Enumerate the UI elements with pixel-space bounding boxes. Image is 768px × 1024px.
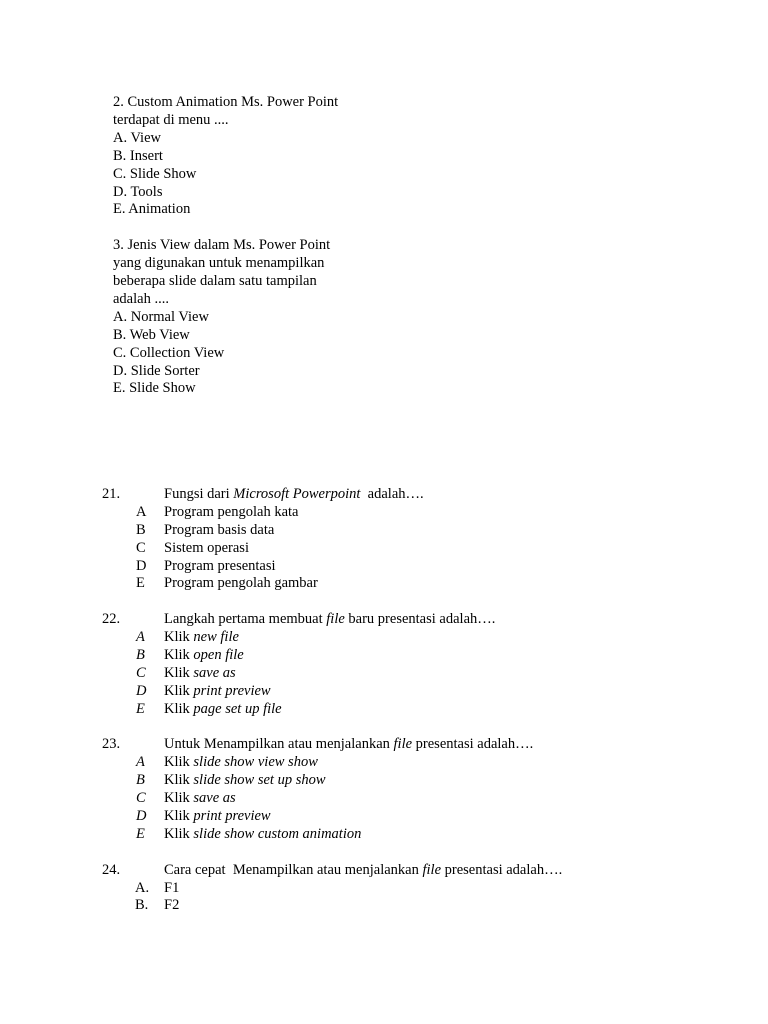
option-text [164, 701, 282, 719]
question-24 [0, 862, 768, 916]
option-text: Program pengolah gambar [164, 575, 318, 592]
option-row [0, 897, 768, 915]
option-text: Program presentasi [164, 557, 276, 574]
option-italic: new file [193, 629, 239, 646]
option-letter: A. [135, 879, 150, 896]
option-text [164, 683, 271, 701]
option-prefix: Klik [164, 772, 194, 789]
option-italic: open file [193, 647, 244, 664]
option-text [164, 629, 239, 647]
option-italic: save as [193, 790, 236, 807]
question-text-part: Langkah pertama membuat [164, 611, 327, 628]
question-2-option-a: A. View [113, 129, 161, 146]
option-row [0, 772, 768, 790]
option-row [0, 665, 768, 683]
question-3-option-c: C. Collection View [113, 344, 225, 361]
option-letter: C [136, 790, 146, 807]
option-letter: A [136, 754, 145, 771]
question-number: 24. [102, 861, 121, 878]
question-24-stem [0, 862, 768, 880]
option-text: Sistem operasi [164, 539, 249, 556]
lower-question-block [0, 486, 768, 915]
question-2-option-b: B. Insert [113, 147, 163, 164]
option-text: F1 [164, 879, 180, 896]
option-prefix: Klik [164, 790, 194, 807]
option-text [164, 790, 236, 808]
question-text-part: baru presentasi adalah…. [344, 611, 496, 628]
option-letter: E [136, 700, 145, 717]
option-text [164, 826, 361, 844]
option-row [0, 754, 768, 772]
option-letter: A [136, 629, 145, 646]
option-text: Program pengolah kata [164, 503, 299, 520]
option-text: F2 [164, 897, 180, 914]
option-prefix: Klik [164, 808, 194, 825]
option-letter: B. [135, 897, 149, 914]
option-letter: B [136, 772, 145, 789]
question-3 [113, 237, 338, 398]
option-italic: print preview [193, 682, 271, 699]
question-3-option-d: D. Slide Sorter [113, 362, 200, 379]
question-text [164, 486, 424, 504]
question-text-italic: file [422, 861, 442, 878]
option-letter: E [136, 575, 145, 592]
question-text-part: presentasi adalah…. [412, 736, 534, 753]
question-2-option-d: D. Tools [113, 183, 163, 200]
question-3-line-1: 3. Jenis View dalam Ms. Power Point [113, 237, 331, 254]
option-prefix: Klik [164, 629, 194, 646]
upper-question-block [113, 94, 338, 398]
question-text-italic: Microsoft Powerpoint [233, 486, 361, 502]
option-row [0, 629, 768, 647]
question-3-line-2: yang digunakan untuk menampilkan [113, 255, 325, 272]
question-22-stem [0, 611, 768, 629]
option-text: Program basis data [164, 521, 275, 538]
question-text-part: Cara cepat Menampilkan atau menjalankan [164, 861, 423, 878]
option-prefix: Klik [164, 700, 194, 717]
question-3-line-4: adalah .... [113, 290, 169, 307]
option-italic: slide show view show [193, 754, 318, 771]
question-23-stem [0, 736, 768, 754]
option-text [164, 647, 244, 665]
question-text-part: Untuk Menampilkan atau menjalankan [164, 736, 394, 753]
question-3-option-b: B. Web View [113, 326, 190, 343]
option-text [164, 665, 236, 683]
question-2-line-1: 2. Custom Animation Ms. Power Point [113, 94, 339, 110]
question-2-line-2: terdapat di menu .... [113, 111, 229, 128]
question-text [164, 862, 562, 880]
option-text [164, 808, 271, 826]
question-text [164, 736, 533, 754]
question-text-part: presentasi adalah…. [441, 861, 563, 878]
option-italic: slide show custom animation [193, 825, 362, 842]
option-row [0, 790, 768, 808]
option-text [164, 754, 318, 772]
option-italic: save as [193, 664, 236, 681]
option-prefix: Klik [164, 664, 194, 681]
question-23 [0, 736, 768, 843]
question-2-option-e: E. Animation [113, 201, 191, 218]
option-prefix: Klik [164, 754, 194, 771]
option-italic: slide show set up show [193, 772, 326, 789]
option-letter: C [136, 539, 146, 556]
question-2 [113, 94, 338, 219]
option-text [164, 772, 326, 790]
question-number: 22. [102, 611, 121, 628]
question-22 [0, 611, 768, 718]
option-row [0, 683, 768, 701]
question-3-option-e: E. Slide Show [113, 380, 196, 397]
option-prefix: Klik [164, 682, 194, 699]
option-row [0, 701, 768, 719]
question-21 [0, 486, 768, 593]
option-letter: D [136, 682, 147, 699]
question-text-italic: file [326, 611, 345, 628]
option-row [0, 647, 768, 665]
option-italic: page set up file [193, 700, 282, 717]
option-letter: D [136, 808, 147, 825]
question-text-part: Fungsi dari [164, 486, 234, 502]
option-row [0, 880, 768, 898]
option-letter: D [136, 557, 147, 574]
question-number: 21. [102, 486, 121, 502]
option-row [0, 522, 768, 540]
option-letter: E [136, 825, 145, 842]
question-21-stem [0, 486, 768, 504]
question-text-part: adalah…. [360, 486, 424, 502]
option-row [0, 504, 768, 522]
option-italic: print preview [193, 808, 271, 825]
option-row [0, 558, 768, 576]
question-text-italic: file [393, 736, 413, 753]
question-number: 23. [102, 736, 121, 753]
option-row [0, 808, 768, 826]
option-letter: B [136, 647, 145, 664]
option-row [0, 826, 768, 844]
option-prefix: Klik [164, 825, 194, 842]
option-row [0, 575, 768, 593]
option-letter: C [136, 664, 146, 681]
option-row [0, 540, 768, 558]
option-letter: A [136, 503, 147, 520]
option-prefix: Klik [164, 647, 194, 664]
question-3-option-a: A. Normal View [113, 308, 209, 325]
question-text [164, 611, 495, 629]
question-2-option-c: C. Slide Show [113, 165, 197, 182]
question-3-line-3: beberapa slide dalam satu tampilan [113, 273, 317, 290]
option-letter: B [136, 521, 146, 538]
